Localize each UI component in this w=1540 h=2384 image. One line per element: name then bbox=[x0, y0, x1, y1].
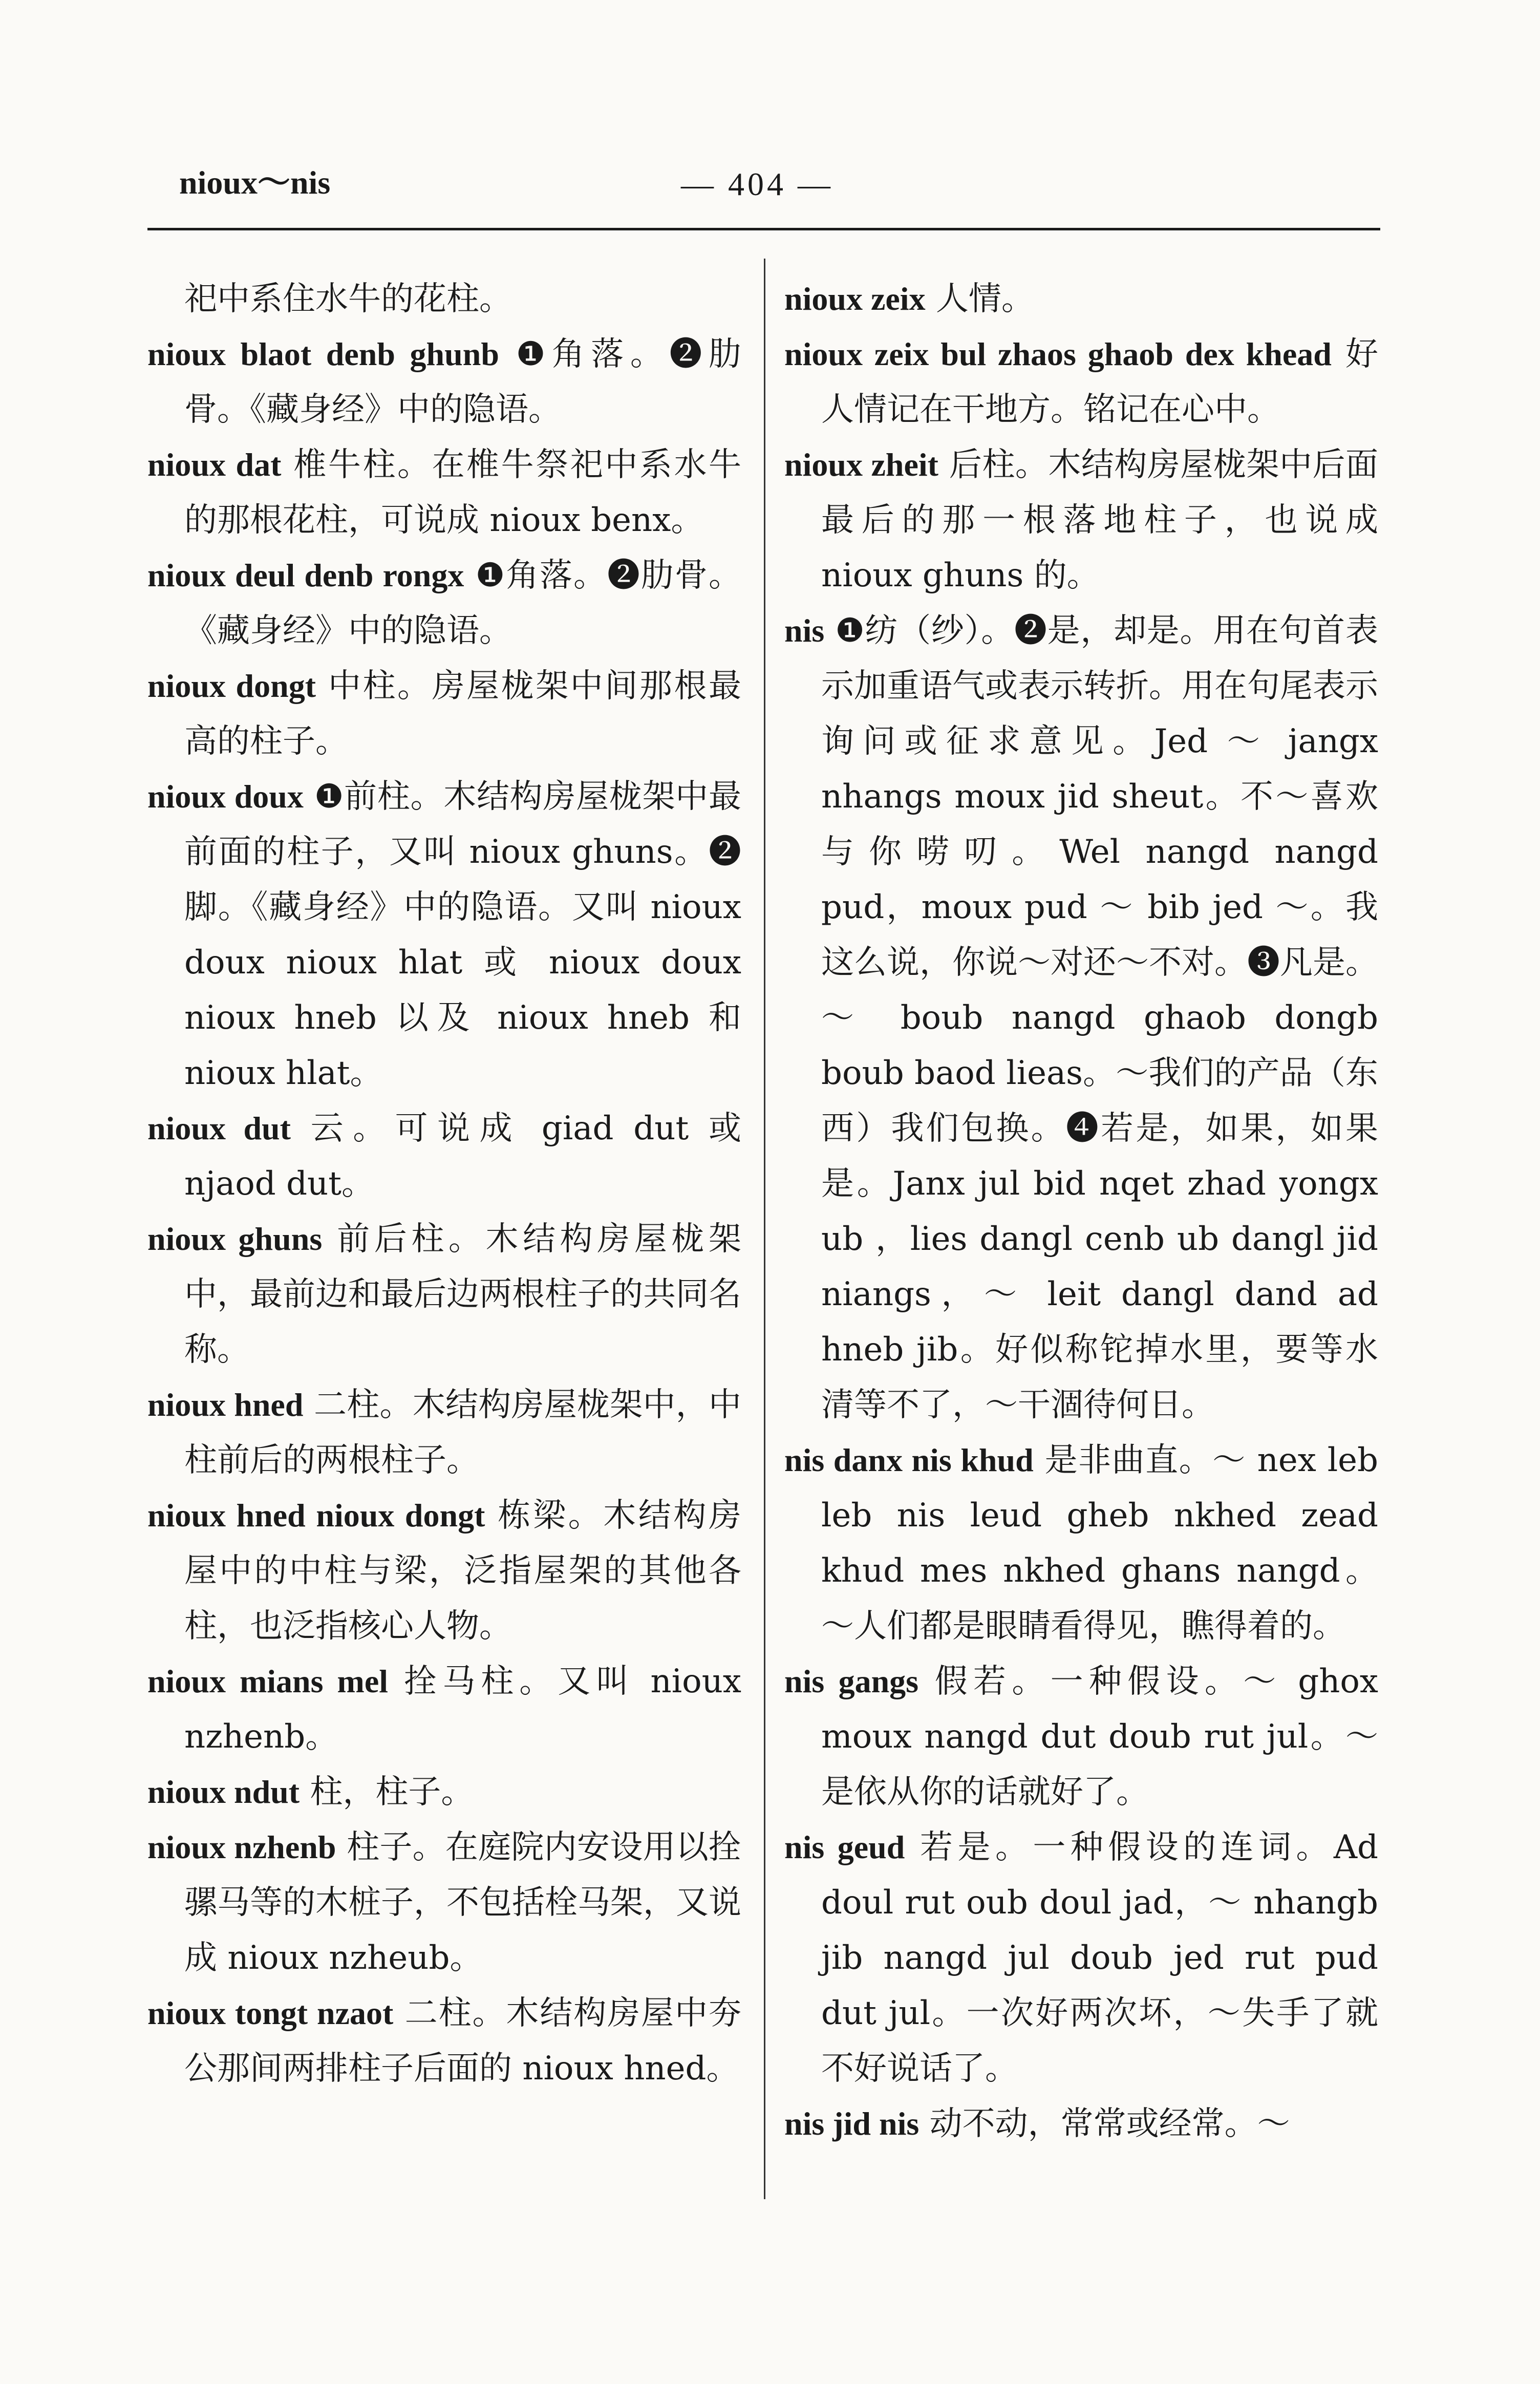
entry-definition: 祀中系住水牛的花柱。 bbox=[184, 280, 512, 318]
dictionary-entry bbox=[147, 1820, 741, 1986]
entry-definition: 动不动，常常或经常。～ bbox=[929, 2105, 1290, 2143]
entry-definition: ❶角落。❷肋骨。《藏身经》中的隐语。 bbox=[184, 335, 741, 429]
dictionary-entry bbox=[147, 1986, 741, 2096]
dictionary-entry bbox=[147, 437, 741, 548]
entry-definition: 后柱。木结构房屋栊架中后面最后的那一根落地柱子，也说成 nioux ghuns 的。 bbox=[821, 446, 1379, 594]
dictionary-entry bbox=[147, 1764, 741, 1820]
entry-headword: nioux zeix bul zhaos ghaob dex khead bbox=[784, 336, 1332, 372]
dictionary-entry bbox=[784, 327, 1378, 437]
dictionary-entry bbox=[147, 327, 741, 437]
entry-headword: nioux zheit bbox=[784, 446, 938, 483]
entry-definition: 二柱。木结构房屋中夯公那间两排柱子后面的 nioux hned。 bbox=[184, 1994, 742, 2088]
dictionary-entry bbox=[784, 437, 1378, 603]
entry-headword: nioux dut bbox=[147, 1110, 291, 1146]
entry-definition: 人情。 bbox=[935, 280, 1034, 318]
dictionary-entry bbox=[147, 1488, 741, 1654]
dictionary-entry bbox=[147, 271, 741, 327]
entry-headword: nioux deul denb rongx bbox=[147, 557, 464, 593]
dictionary-entry bbox=[147, 658, 741, 769]
entry-definition: 云。可说成 giad dut 或 njaod dut。 bbox=[184, 1110, 741, 1203]
entry-headword: nioux hned nioux dongt bbox=[147, 1497, 485, 1534]
dictionary-entry bbox=[784, 1820, 1378, 2096]
entry-headword: nioux hned bbox=[147, 1387, 304, 1423]
header-rule bbox=[147, 228, 1380, 230]
entry-definition: ❶前柱。木结构房屋栊架中最前面的柱子，又叫 nioux ghuns。❷脚。《藏身经》中的隐语。又叫 nioux doux nioux hlat 或 nioux doux nioux hneb 以及 nioux hneb 和 nioux hlat。 bbox=[184, 778, 742, 1092]
page-number: — 404 — bbox=[681, 166, 833, 202]
dictionary-entry bbox=[147, 1377, 741, 1488]
dictionary-entry bbox=[784, 2096, 1378, 2152]
column-divider bbox=[764, 259, 765, 2199]
entry-definition: 假若。一种假设。～ ghox moux nangd dut doub rut jul。～是依从你的话就好了。 bbox=[821, 1663, 1379, 1811]
entry-definition: 前后柱。木结构房屋栊架中，最前边和最后边两根柱子的共同名称。 bbox=[184, 1220, 742, 1369]
right-column bbox=[784, 271, 1378, 2152]
entry-definition: 栋梁。木结构房屋中的中柱与梁，泛指屋架的其他各柱，也泛指核心人物。 bbox=[184, 1497, 742, 1645]
entry-definition: 柱，柱子。 bbox=[310, 1773, 474, 1811]
entry-definition: 是非曲直。～ nex leb leb nis leud gheb nkhed zead khud mes nkhed ghans nangd。～人们都是眼睛看得见，瞧得着的。 bbox=[821, 1441, 1379, 1645]
entry-headword: nioux tongt nzaot bbox=[147, 1995, 394, 2031]
entry-definition: 拴马柱。又叫 nioux nzhenb。 bbox=[184, 1663, 742, 1756]
entry-headword: nioux blaot denb ghunb bbox=[147, 336, 499, 372]
entry-headword: nioux dongt bbox=[147, 668, 316, 704]
dictionary-entry bbox=[784, 1433, 1378, 1654]
dictionary-entry bbox=[147, 769, 741, 1101]
entry-headword: nioux ghuns bbox=[147, 1221, 323, 1257]
dictionary-entry bbox=[147, 548, 741, 658]
entry-headword: nioux zeix bbox=[784, 281, 926, 317]
entry-headword: nioux dat bbox=[147, 446, 282, 483]
entry-definition: 好人情记在干地方。铭记在心中。 bbox=[821, 335, 1379, 429]
entry-definition: 二柱。木结构房屋栊架中，中柱前后的两根柱子。 bbox=[184, 1386, 741, 1479]
entry-headword: nis danx nis khud bbox=[784, 1442, 1034, 1478]
entry-definition: 若是。一种假设的连词。Ad doul rut oub doul jad，～ nhangb jib nangd jul doub jed rut pud dut jul。一次好两次坏，～失手了就不好说话了。 bbox=[821, 1828, 1379, 2088]
dictionary-entry bbox=[784, 1654, 1378, 1820]
dictionary-entry bbox=[147, 1101, 741, 1211]
dictionary-entry bbox=[784, 603, 1378, 1433]
entry-definition: 柱子。在庭院内安设用以拴骡马等的木桩子，不包括栓马架，又说成 nioux nzheub。 bbox=[184, 1828, 742, 1977]
left-column bbox=[147, 271, 741, 2096]
entry-headword: nis gangs bbox=[784, 1663, 919, 1699]
entry-headword: nis jid nis bbox=[784, 2105, 919, 2142]
entry-headword: nis bbox=[784, 612, 825, 649]
entry-definition: 中柱。房屋栊架中间那根最高的柱子。 bbox=[184, 667, 742, 760]
header-range: nioux～nis bbox=[179, 164, 331, 201]
dictionary-entry bbox=[784, 271, 1378, 327]
entry-headword: nioux ndut bbox=[147, 1774, 300, 1810]
entry-headword: nioux doux bbox=[147, 778, 304, 815]
entry-headword: nis geud bbox=[784, 1829, 905, 1865]
dictionary-entry bbox=[147, 1211, 741, 1377]
entry-definition: ❶角落。❷肋骨。《藏身经》中的隐语。 bbox=[184, 557, 742, 650]
entry-headword: nioux mians mel bbox=[147, 1663, 389, 1699]
entry-definition: 椎牛柱。在椎牛祭祀中系水牛的那根花柱，可说成 nioux benx。 bbox=[184, 446, 742, 539]
dictionary-entry bbox=[147, 1654, 741, 1764]
entry-headword: nioux nzhenb bbox=[147, 1829, 336, 1865]
entry-definition: ❶纺（纱）。❷是，却是。用在句首表示加重语气或表示转折。用在句尾表示询问或征求意见。Jed ～ jangx nhangs moux jid sheut。不～喜欢与你唠叨。Wel nangd nangd pud，moux pud ～ bib jed ～。我这么说，你说～对还～不对。❸凡是。～ boub nangd ghaob dongb boub baod lieas。～我们的产品（东西）我们包换。❹若是，如果，如果是。Janx jul bid nqet zhad yongx ub ，lies dangl cenb ub dangl jid niangs，～ leit dangl dand ad hneb jib。好似称铊掉水里，要等水清等不了，～干涸待何日。 bbox=[821, 612, 1379, 1424]
